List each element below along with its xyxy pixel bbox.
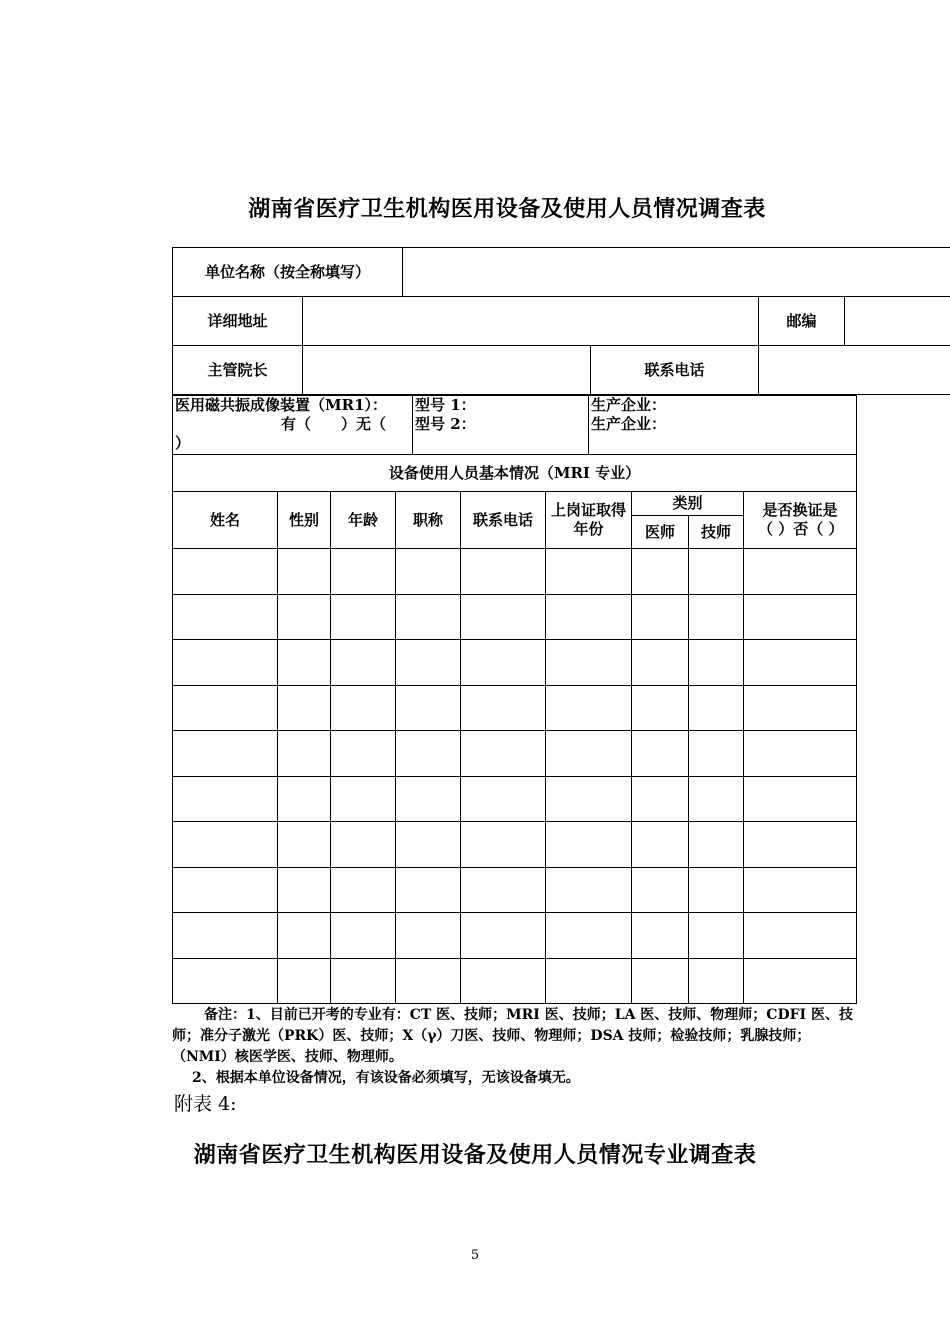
table-cell[interactable] (744, 958, 857, 1004)
postcode-field[interactable] (845, 297, 950, 346)
maker-cell[interactable] (589, 396, 857, 455)
staff-section-title: 设备使用人员基本情况（MRI 专业） (173, 455, 857, 492)
table-cell[interactable] (689, 685, 744, 731)
table-cell[interactable] (278, 640, 331, 686)
table-row (173, 958, 857, 1004)
table-cell[interactable] (689, 822, 744, 868)
table-cell[interactable] (632, 958, 689, 1004)
table-cell[interactable] (278, 913, 331, 959)
table-row (173, 867, 857, 913)
col-phone: 联系电话 (461, 492, 546, 549)
col-gender: 性别 (278, 492, 331, 549)
table-cell[interactable] (546, 640, 632, 686)
model-cell[interactable] (413, 396, 589, 455)
table-cell[interactable] (331, 594, 396, 640)
col-age: 年龄 (331, 492, 396, 549)
unit-name-field[interactable] (403, 248, 950, 297)
table-cell[interactable] (632, 594, 689, 640)
table-cell[interactable] (461, 685, 546, 731)
table-row (173, 640, 857, 686)
postcode-label: 邮编 (759, 297, 845, 346)
table-cell[interactable] (546, 867, 632, 913)
table-row (173, 822, 857, 868)
device-presence-cell[interactable] (173, 396, 413, 455)
table-cell[interactable] (173, 867, 278, 913)
director-field[interactable] (303, 346, 591, 395)
model2-label: 型号 2： (415, 415, 476, 433)
col-renew: 是否换证是（ ）否（ ） (744, 492, 857, 549)
table-cell[interactable] (331, 549, 396, 595)
page-title: 湖南省医疗卫生机构医用设备及使用人员情况调查表 (248, 196, 766, 222)
table-cell[interactable] (396, 549, 461, 595)
phone-label: 联系电话 (591, 346, 759, 395)
table-cell[interactable] (278, 822, 331, 868)
table-cell[interactable] (689, 867, 744, 913)
table-cell[interactable] (689, 640, 744, 686)
table-row (173, 776, 857, 822)
col-category: 类别 (632, 492, 744, 516)
table-cell[interactable] (744, 731, 857, 777)
unit-info-table (172, 247, 950, 395)
table-cell[interactable] (461, 776, 546, 822)
table-cell[interactable] (689, 776, 744, 822)
table-cell[interactable] (546, 822, 632, 868)
table-row (173, 685, 857, 731)
table-cell[interactable] (396, 776, 461, 822)
table-cell[interactable] (173, 731, 278, 777)
table-cell[interactable] (331, 958, 396, 1004)
col-doctor: 医师 (632, 516, 689, 549)
maker1-label: 生产企业： (591, 396, 667, 414)
table-cell[interactable] (396, 640, 461, 686)
table-cell[interactable] (632, 867, 689, 913)
table-cell[interactable] (546, 958, 632, 1004)
note-2: 2、根据本单位设备情况，有该设备必须填写，无该设备填无。 (192, 1070, 580, 1086)
device-close-paren: ） (175, 434, 191, 452)
director-label: 主管院长 (173, 346, 303, 395)
table-cell[interactable] (396, 958, 461, 1004)
table-cell[interactable] (173, 958, 278, 1004)
device-yes-no-text: 有（ ）无（ (281, 415, 387, 433)
table-cell[interactable] (546, 776, 632, 822)
address-field[interactable] (303, 297, 759, 346)
table-cell[interactable] (546, 549, 632, 595)
table-cell[interactable] (632, 822, 689, 868)
table-row (173, 731, 857, 777)
table-cell[interactable] (461, 958, 546, 1004)
table-cell[interactable] (173, 913, 278, 959)
address-label: 详细地址 (173, 297, 303, 346)
table-cell[interactable] (461, 549, 546, 595)
table-cell[interactable] (278, 958, 331, 1004)
table-cell[interactable] (173, 822, 278, 868)
table-cell[interactable] (632, 640, 689, 686)
table-cell[interactable] (331, 640, 396, 686)
table-cell[interactable] (461, 594, 546, 640)
table-cell[interactable] (632, 731, 689, 777)
table-cell[interactable] (331, 776, 396, 822)
table-cell[interactable] (546, 731, 632, 777)
table-row (173, 913, 857, 959)
table-cell[interactable] (546, 594, 632, 640)
table-cell[interactable] (744, 776, 857, 822)
table-cell[interactable] (744, 594, 857, 640)
table-cell[interactable] (744, 822, 857, 868)
table-cell[interactable] (461, 822, 546, 868)
unit-name-label: 单位名称（按全称填写） (173, 248, 403, 297)
col-name: 姓名 (173, 492, 278, 549)
table-cell[interactable] (278, 867, 331, 913)
table-cell[interactable] (461, 640, 546, 686)
staff-table (172, 454, 857, 1004)
model1-label: 型号 1： (415, 396, 476, 414)
table-cell[interactable] (396, 867, 461, 913)
table-cell[interactable] (744, 685, 857, 731)
table-cell[interactable] (173, 685, 278, 731)
table-cell[interactable] (632, 913, 689, 959)
table-cell[interactable] (278, 549, 331, 595)
col-cert-year: 上岗证取得年份 (546, 492, 632, 549)
table-cell[interactable] (632, 776, 689, 822)
table-row (173, 549, 857, 595)
appendix-label: 附表 4: (174, 1093, 237, 1115)
page-number: 5 (470, 1248, 480, 1263)
table-cell[interactable] (396, 685, 461, 731)
table-cell[interactable] (461, 867, 546, 913)
col-technician: 技师 (689, 516, 744, 549)
table-cell[interactable] (396, 594, 461, 640)
table-cell[interactable] (278, 594, 331, 640)
table-cell[interactable] (744, 549, 857, 595)
table-cell[interactable] (396, 731, 461, 777)
table-cell[interactable] (331, 685, 396, 731)
table-cell[interactable] (744, 913, 857, 959)
table-cell[interactable] (331, 731, 396, 777)
table-cell[interactable] (689, 594, 744, 640)
table-cell[interactable] (173, 776, 278, 822)
maker2-label: 生产企业： (591, 415, 667, 433)
table-cell[interactable] (331, 913, 396, 959)
table-cell[interactable] (396, 822, 461, 868)
table-cell[interactable] (396, 913, 461, 959)
table-cell[interactable] (278, 685, 331, 731)
phone-field[interactable] (759, 346, 950, 395)
table-row (173, 594, 857, 640)
table-cell[interactable] (632, 685, 689, 731)
table-cell[interactable] (461, 731, 546, 777)
table-cell[interactable] (173, 594, 278, 640)
table-cell[interactable] (689, 549, 744, 595)
device-info-table (172, 395, 857, 455)
table-cell[interactable] (546, 685, 632, 731)
table-cell[interactable] (689, 958, 744, 1004)
table-cell[interactable] (689, 731, 744, 777)
note-1: 备注：1、目前已开考的专业有：CT 医、技师；MRI 医、技师；LA 医、技师、物理师；CDFI 医、技师；准分子激光（PRK）医、技师；X（γ）刀医、技师、物理师；DSA 技师；检验技师；乳腺技师；（NMI）核医学医、技师、物理师。 (172, 1007, 853, 1065)
table-cell[interactable] (278, 731, 331, 777)
table-cell[interactable] (689, 913, 744, 959)
table-cell[interactable] (461, 913, 546, 959)
table-cell[interactable] (278, 776, 331, 822)
table-cell[interactable] (331, 822, 396, 868)
table-cell[interactable] (173, 549, 278, 595)
device-name-text: 医用磁共振成像装置（MR1）： (175, 396, 388, 414)
table-cell[interactable] (173, 640, 278, 686)
table-cell[interactable] (546, 913, 632, 959)
table-cell[interactable] (331, 867, 396, 913)
second-title: 湖南省医疗卫生机构医用设备及使用人员情况专业调查表 (193, 1142, 757, 1168)
table-cell[interactable] (744, 640, 857, 686)
col-title: 职称 (396, 492, 461, 549)
table-cell[interactable] (744, 867, 857, 913)
table-cell[interactable] (632, 549, 689, 595)
